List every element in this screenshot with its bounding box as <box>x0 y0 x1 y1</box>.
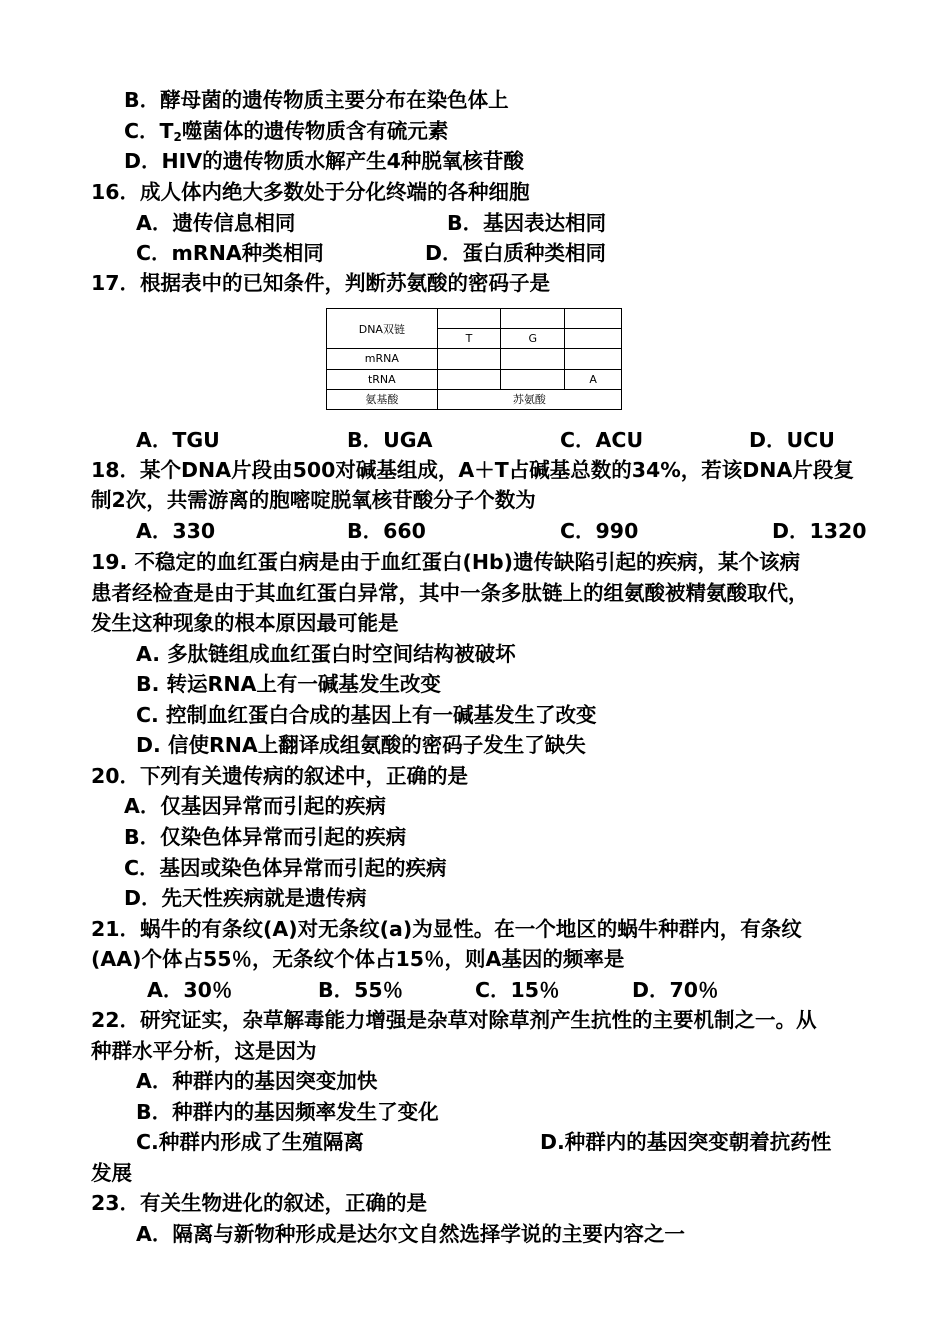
q22-option-a: A．种群内的基因突变加快 <box>136 1069 378 1093</box>
trna-cell-1 <box>437 369 501 389</box>
q22-option-b: B．种群内的基因频率发生了变化 <box>136 1100 439 1124</box>
q21-option-a: A．30％ <box>147 978 233 1002</box>
q17-option-a: A．TGU <box>136 428 220 452</box>
q20-option-c: C．基因或染色体异常而引起的疾病 <box>124 856 447 880</box>
mrna-cell-1 <box>437 349 501 369</box>
q18-option-c: C．990 <box>560 519 639 543</box>
q19-option-c: C. 控制血红蛋白合成的基因上有一碱基发生了改变 <box>136 703 597 727</box>
dna-strand2-cell-2: G <box>501 329 565 349</box>
q19-stem-line2: 患者经检查是由于其血红蛋白异常，其中一条多肽链上的组氨酸被精氨酸取代， <box>91 581 809 605</box>
q18-option-d: D．1320 <box>772 519 867 543</box>
q20-option-d: D．先天性疾病就是遗传病 <box>124 886 367 910</box>
trna-label-cell: tRNA <box>327 369 438 389</box>
q15-option-b: B．酵母菌的遗传物质主要分布在染色体上 <box>124 88 509 112</box>
dna-strand2-cell-1: T <box>437 329 501 349</box>
q20-option-a: A．仅基因异常而引起的疾病 <box>124 794 386 818</box>
q22-stem-line2: 种群水平分析，这是因为 <box>91 1039 317 1063</box>
q17-option-c: C．ACU <box>560 428 644 452</box>
q22-option-d-continued: 发展 <box>91 1161 132 1185</box>
dna-strand1-cell-3 <box>565 309 622 329</box>
q15-c-prefix: C．T <box>124 119 174 143</box>
q15-option-d: D．HIV的遗传物质水解产生4种脱氧核苷酸 <box>124 149 524 173</box>
q18-option-a: A．330 <box>136 519 216 543</box>
dna-strand1-cell-2 <box>501 309 565 329</box>
trna-cell-3: A <box>565 369 622 389</box>
q21-option-c: C．15％ <box>475 978 560 1002</box>
q18-stem-line2: 制2次，共需游离的胞嘧啶脱氧核苷酸分子个数为 <box>91 488 536 512</box>
q16-option-a: A．遗传信息相同 <box>136 211 296 235</box>
q19-stem-line3: 发生这种现象的根本原因最可能是 <box>91 611 399 635</box>
q23-option-a: A．隔离与新物种形成是达尔文自然选择学说的主要内容之一 <box>136 1222 685 1246</box>
q22-option-c: C.种群内形成了生殖隔离 <box>136 1130 364 1154</box>
amino-acid-label-cell: 氨基酸 <box>327 389 438 409</box>
q21-stem-line1: 21．蜗牛的有条纹(A)对无条纹(a)为显性。在一个地区的蜗牛种群内，有条纹 <box>91 917 802 941</box>
q16-option-d: D．蛋白质种类相同 <box>425 241 607 265</box>
codon-table <box>326 308 622 410</box>
mrna-cell-3 <box>565 349 622 369</box>
q20-stem: 20．下列有关遗传病的叙述中，正确的是 <box>91 764 469 788</box>
q18-stem-line1: 18．某个DNA片段由500对碱基组成，A＋T占碱基总数的34%，若该DNA片段复 <box>91 458 854 482</box>
q16-option-b: B．基因表达相同 <box>447 211 607 235</box>
q19-option-a: A. 多肽链组成血红蛋白时空间结构被破坏 <box>136 642 516 666</box>
q17-option-b: B．UGA <box>347 428 433 452</box>
mrna-cell-2 <box>501 349 565 369</box>
q23-stem: 23．有关生物进化的叙述，正确的是 <box>91 1191 428 1215</box>
q19-stem-line1: 19. 不稳定的血红蛋白病是由于血红蛋白(Hb)遗传缺陷引起的疾病，某个该病 <box>91 550 801 574</box>
mrna-label-cell: mRNA <box>327 349 438 369</box>
q21-option-b: B．55％ <box>318 978 404 1002</box>
q19-option-d: D. 信使RNA上翻译成组氨酸的密码子发生了缺失 <box>136 733 586 757</box>
q15-c-text: 噬菌体的遗传物质含有硫元素 <box>181 119 449 143</box>
q16-stem: 16．成人体内绝大多数处于分化终端的各种细胞 <box>91 180 530 204</box>
q18-option-b: B．660 <box>347 519 426 543</box>
q21-stem-line2: (AA)个体占55％，无条纹个体占15％，则A基因的频率是 <box>91 947 625 971</box>
q15-c-subscript: 2 <box>173 130 182 144</box>
amino-acid-value-cell: 苏氨酸 <box>437 389 621 409</box>
q15-option-c <box>124 118 448 150</box>
q20-option-b: B．仅染色体异常而引起的疾病 <box>124 825 407 849</box>
dna-label-cell: DNA双链 <box>327 309 438 349</box>
q22-stem-line1: 22．研究证实，杂草解毒能力增强是杂草对除草剂产生抗性的主要机制之一。从 <box>91 1008 817 1032</box>
trna-cell-2 <box>501 369 565 389</box>
dna-strand2-cell-3 <box>565 329 622 349</box>
q16-option-c: C．mRNA种类相同 <box>136 241 324 265</box>
q21-option-d: D．70％ <box>632 978 719 1002</box>
q19-option-b: B. 转运RNA上有一碱基发生改变 <box>136 672 441 696</box>
q22-option-d: D.种群内的基因突变朝着抗药性 <box>540 1130 832 1154</box>
q17-option-d: D．UCU <box>749 428 835 452</box>
q17-stem: 17．根据表中的已知条件，判断苏氨酸的密码子是 <box>91 271 551 295</box>
dna-strand1-cell-1 <box>437 309 501 329</box>
